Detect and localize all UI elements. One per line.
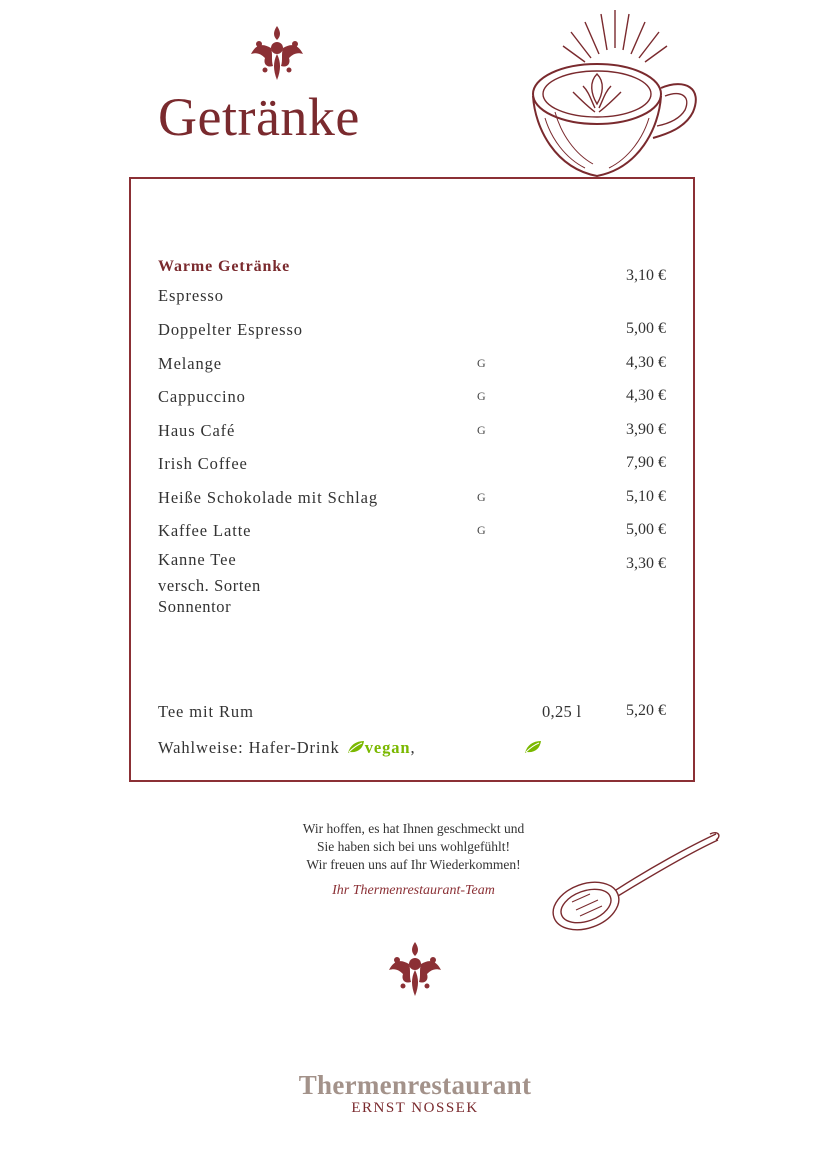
menu-item-price: 5,20 € <box>626 702 666 719</box>
menu-item-name: Irish Coffee <box>158 454 248 473</box>
brand-owner: ERNST NOSSEK <box>351 1100 479 1116</box>
menu-item-name: Melange <box>158 354 223 373</box>
menu-item-name: Doppelter Espresso <box>158 320 303 339</box>
option-comma: , <box>410 738 416 757</box>
vegan-label: vegan <box>364 738 411 757</box>
menu-item-price: 5,10 € <box>626 488 666 505</box>
menu-item-price: 7,90 € <box>626 454 666 471</box>
menu-item-name: Haus Café <box>158 421 236 440</box>
ornament-icon <box>247 24 307 82</box>
menu-item-description: versch. Sorten <box>158 576 261 595</box>
leaf-icon <box>347 740 365 754</box>
menu-item-price: 5,00 € <box>626 320 666 337</box>
allergen-flag: G <box>477 356 486 370</box>
brand-name: Thermenrestaurant <box>298 1070 532 1100</box>
spoon-icon <box>550 828 722 934</box>
allergen-flag: G <box>477 490 486 504</box>
footer-line: Wir hoffen, es hat Ihnen geschmeckt und <box>302 821 525 836</box>
allergen-flag: G <box>477 423 486 437</box>
option-prefix: Wahlweise: Hafer-Drink <box>158 738 340 757</box>
menu-item-name: Kaffee Latte <box>158 521 252 540</box>
menu-item-price: 3,30 € <box>626 555 666 572</box>
allergen-flag: G <box>477 389 486 403</box>
ornament-icon <box>385 940 445 998</box>
menu-item-name: Tee mit Rum <box>158 702 254 721</box>
menu-item-price: 3,10 € <box>626 267 666 284</box>
footer-line: Sie haben sich bei uns wohlgefühlt! <box>316 839 511 854</box>
menu-item-name: Cappuccino <box>158 387 246 406</box>
coffee-cup-icon <box>525 8 705 180</box>
option-line <box>158 738 416 758</box>
menu-item-price: 4,30 € <box>626 387 666 404</box>
footer-line: Wir freuen uns auf Ihr Wiederkommen! <box>306 857 521 872</box>
allergen-flag: G <box>477 523 486 537</box>
leaf-icon <box>524 740 542 754</box>
section-heading: Warme Getränke <box>158 258 291 275</box>
menu-item-price: 5,00 € <box>626 521 666 538</box>
menu-item-name: Kanne Tee <box>158 550 237 569</box>
menu-item-name: Heiße Schokolade mit Schlag <box>158 488 378 507</box>
signoff: Ihr Thermenrestaurant-Team <box>332 883 495 898</box>
menu-item-name: Espresso <box>158 286 224 305</box>
menu-item-price: 3,90 € <box>626 421 666 438</box>
page-title: Getränke <box>158 87 360 147</box>
menu-item-description: Sonnentor <box>158 597 232 616</box>
volume-label: 0,25 l <box>542 702 582 721</box>
menu-item-price: 4,30 € <box>626 354 666 371</box>
